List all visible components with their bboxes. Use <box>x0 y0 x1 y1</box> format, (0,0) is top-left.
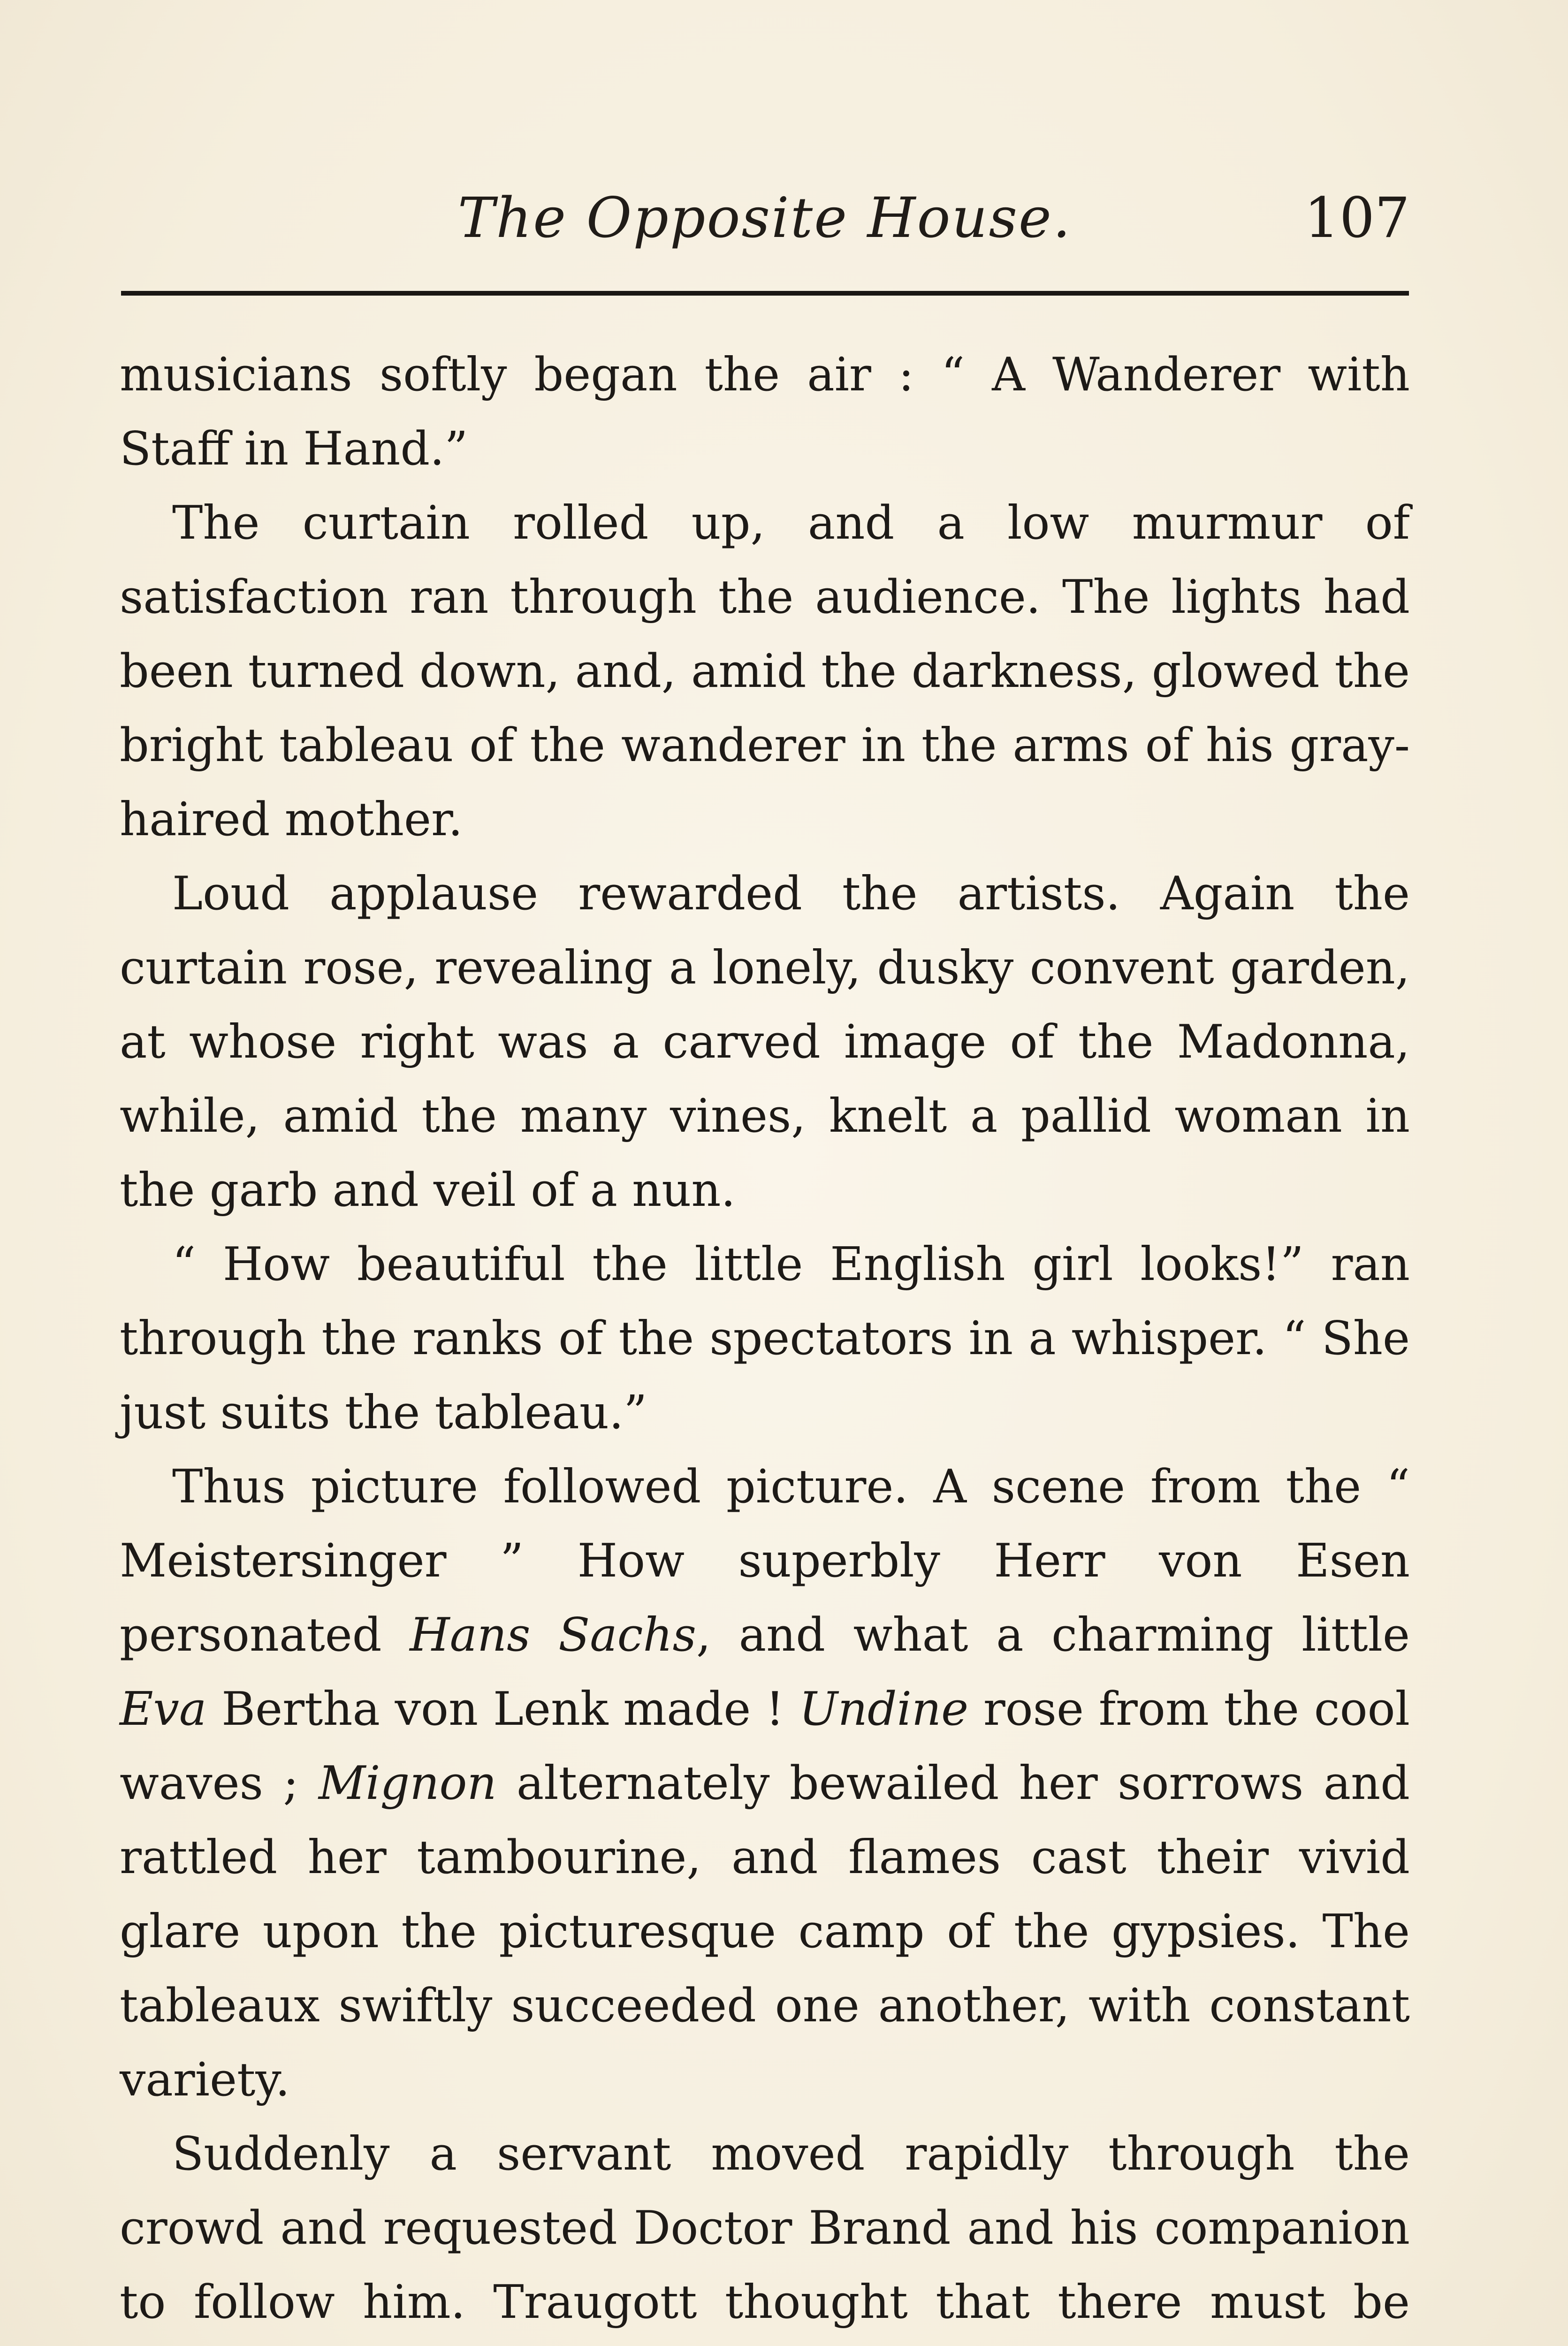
paragraph-5-text-4: rose from the cool waves ; <box>120 1683 1410 1810</box>
paragraph-5-text-3: Bertha von Lenk made ! <box>206 1683 799 1736</box>
italic-eva: Eva <box>120 1683 207 1736</box>
paragraph-6: Suddenly a servant moved rapidly through the crowd and requested Doctor Brand and his companion to follow him. Traugott thought that there must be <box>120 2127 1410 2329</box>
header-rule <box>121 291 1409 296</box>
italic-undine: Undine <box>799 1683 969 1736</box>
paragraph-5-text-1: Thus picture followed picture. A scene from the “ Meistersinger ” How superbly Herr von Esen personated <box>120 1460 1410 1662</box>
running-head <box>120 185 1410 251</box>
paragraph-5-text-5: alternately bewailed her sorrows and rattled her tambourine, and flames cast their vivid glare upon the picturesque camp of the gypsies. The tableaux swiftly succeeded one another, with constant variety. <box>120 1757 1410 2107</box>
italic-hans-sachs: Hans Sachs <box>410 1608 696 1662</box>
paragraph-1: musicians softly began the air : “ A Wanderer with Staff in Hand.” <box>120 348 1410 476</box>
paragraph-3: Loud applause rewarded the artists. Again the curtain rose, revealing a lonely, dusky convent garden, at whose right was a carved image of the Madonna, while, amid the many vines, knelt a pallid woman in the garb and veil of a nun. <box>120 867 1410 1217</box>
italic-mignon: Mignon <box>318 1757 497 1810</box>
paragraph-4: “ How beautiful the little English girl looks!” ran through the ranks of the spectators in a whisper. “ She just suits the tableau.” <box>120 1238 1410 1440</box>
running-title: The Opposite House. <box>457 185 1072 250</box>
paragraph-5 <box>120 1450 1410 2117</box>
page-number: 107 <box>1304 185 1410 250</box>
paragraph-2: The curtain rolled up, and a low murmur of satisfaction ran through the audience. The lights had been turned down, and, amid the darkness, glowed the bright tableau of the wanderer in the arms of his gray-haired mother. <box>120 496 1410 846</box>
paragraph-5-text-2: , and what a charming little <box>696 1608 1410 1662</box>
body-text <box>120 338 1410 2346</box>
